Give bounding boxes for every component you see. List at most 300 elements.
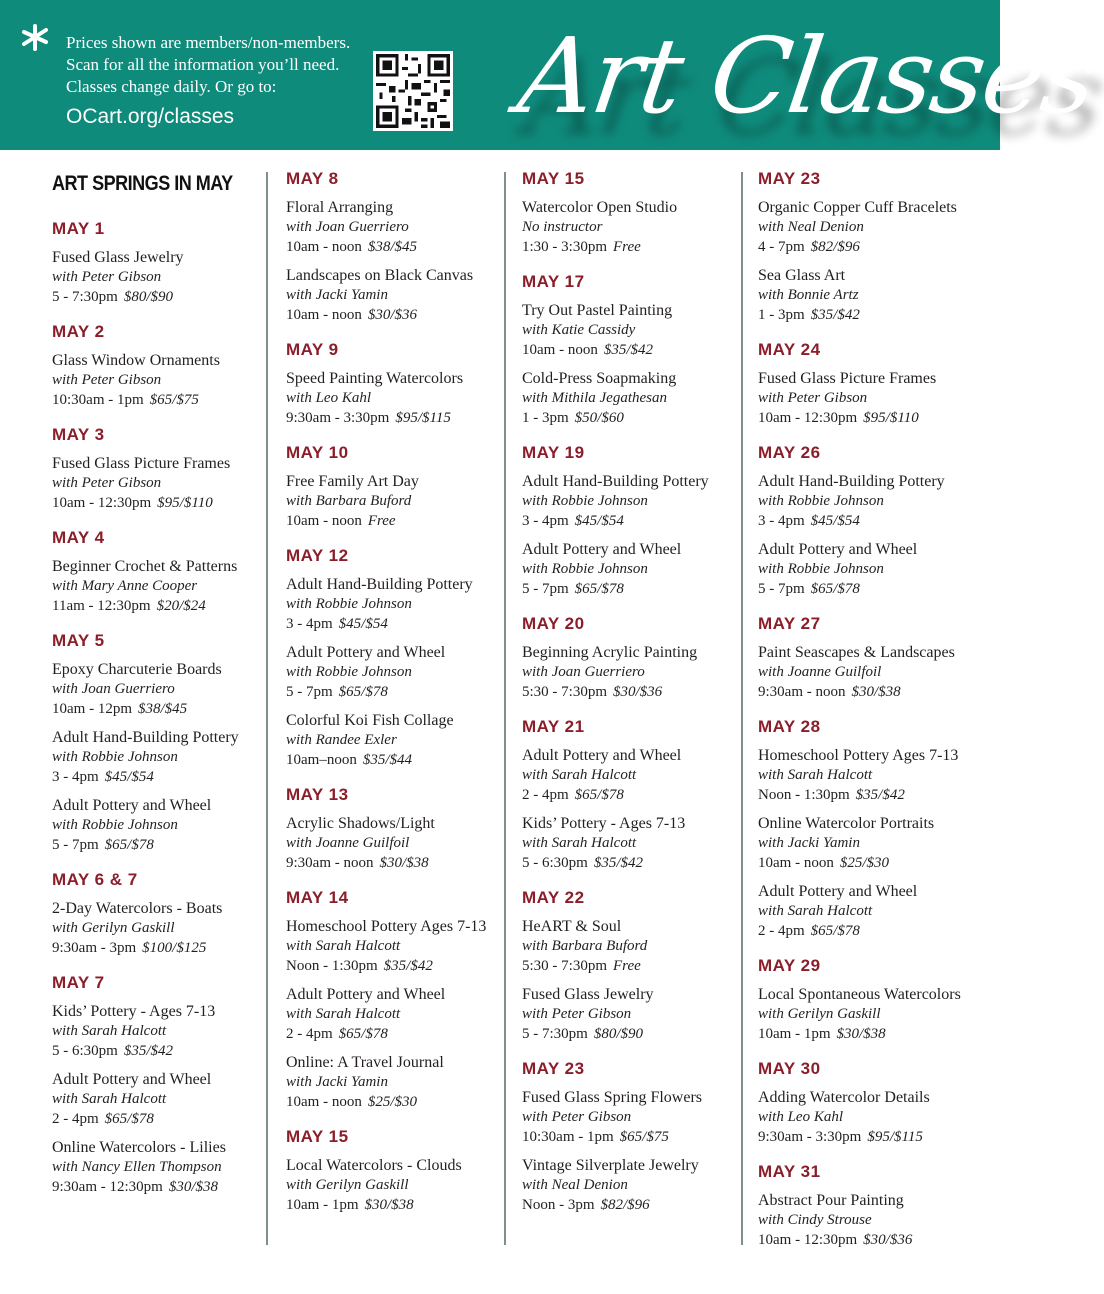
class-name: Glass Window Ornaments (52, 352, 220, 369)
class-listing[interactable] (758, 1088, 994, 1147)
class-time: 4 - 7pm (758, 239, 805, 255)
class-name: Abstract Pour Painting (758, 1192, 904, 1209)
class-time: 9:30am - 3:30pm (286, 410, 390, 426)
class-time: 2 - 4pm (522, 787, 569, 803)
class-instructor: with Bonnie Artz (758, 287, 859, 303)
class-listing[interactable] (286, 1053, 501, 1112)
class-time: 5 - 6:30pm (52, 1043, 118, 1059)
class-time: 10am - noon (286, 307, 362, 323)
class-time: 10am - 1pm (758, 1026, 831, 1042)
class-time: Noon - 3pm (522, 1197, 595, 1213)
class-time-price (52, 835, 262, 855)
class-time: 10am - 12:30pm (52, 495, 152, 511)
class-listing[interactable] (286, 643, 501, 702)
class-price: $65/$78 (338, 684, 388, 700)
class-time: 1 - 3pm (522, 410, 569, 426)
class-time: 2 - 4pm (758, 923, 805, 939)
class-listing[interactable] (286, 198, 501, 257)
class-name: Fused Glass Jewelry (522, 986, 654, 1003)
class-price: $65/$78 (338, 1026, 388, 1042)
class-time-price (286, 1195, 501, 1215)
class-price: $80/$90 (593, 1026, 644, 1042)
class-instructor: with Robbie Johnson (286, 596, 412, 612)
class-time-price (522, 1024, 737, 1044)
class-price: $45/$54 (338, 616, 388, 632)
class-listing[interactable] (522, 540, 737, 599)
class-listing[interactable] (52, 796, 262, 855)
class-time-price (286, 511, 501, 531)
date-heading: MAY 19 (522, 443, 585, 462)
class-instructor: with Sarah Halcott (286, 938, 401, 954)
class-name: Organic Copper Cuff Bracelets (758, 199, 957, 216)
class-time: 10:30am - 1pm (522, 1129, 614, 1145)
class-time-price (286, 682, 501, 702)
class-price: $30/$38 (364, 1197, 414, 1213)
class-name: Acrylic Shadows/Light (286, 815, 435, 832)
class-listing[interactable] (522, 301, 737, 360)
class-instructor: with Robbie Johnson (52, 749, 178, 765)
class-time-price (758, 1024, 994, 1044)
class-listing[interactable] (52, 454, 262, 513)
class-price: $35/$42 (603, 342, 653, 358)
class-instructor: with Robbie Johnson (52, 817, 178, 833)
class-listing[interactable] (522, 369, 737, 428)
class-time-price (286, 614, 501, 634)
column-divider (266, 172, 268, 1245)
class-time-price (758, 1127, 994, 1147)
class-price: $30/$38 (836, 1026, 886, 1042)
class-time: 2 - 4pm (52, 1111, 99, 1127)
class-price: $45/$54 (104, 769, 154, 785)
class-instructor: with Sarah Halcott (522, 767, 637, 783)
class-price: $30/$36 (613, 684, 663, 700)
class-instructor: with Barbara Buford (286, 493, 412, 509)
class-time-price (522, 340, 737, 360)
class-time: 5 - 7pm (286, 684, 333, 700)
date-heading: MAY 8 (286, 169, 339, 188)
class-instructor: with Joanne Guilfoil (286, 835, 410, 851)
class-time: 9:30am - noon (758, 684, 846, 700)
header-banner (0, 0, 1103, 150)
class-listing[interactable] (522, 814, 737, 873)
class-time-price (52, 493, 262, 513)
class-price: $35/$42 (810, 307, 860, 323)
class-price: $30/$36 (863, 1232, 913, 1248)
class-name: Sea Glass Art (758, 267, 846, 284)
class-time: 3 - 4pm (758, 513, 805, 529)
info-line: Prices shown are members/non-members. (66, 33, 351, 52)
class-listing[interactable] (758, 540, 994, 599)
class-name: Adult Pottery and Wheel (522, 747, 682, 764)
class-time: 5 - 7pm (522, 581, 569, 597)
class-instructor: with Jacki Yamin (286, 1074, 388, 1090)
class-name: Homeschool Pottery Ages 7-13 (758, 747, 959, 764)
date-heading: MAY 12 (286, 546, 349, 565)
class-time-price (758, 785, 994, 805)
class-name: Beginner Crochet & Patterns (52, 558, 238, 575)
class-name: Fused Glass Jewelry (52, 249, 184, 266)
class-listing[interactable] (522, 985, 737, 1044)
class-listing[interactable] (286, 985, 501, 1044)
class-time: 5 - 7pm (758, 581, 805, 597)
class-listing[interactable] (522, 472, 737, 531)
class-instructor: with Robbie Johnson (286, 664, 412, 680)
date-heading: MAY 7 (52, 973, 105, 992)
class-name: Paint Seascapes & Landscapes (758, 644, 955, 661)
class-price: $35/$42 (123, 1043, 174, 1059)
class-price: $35/$42 (593, 855, 644, 871)
class-time-price (758, 682, 994, 702)
class-time-price (758, 579, 994, 599)
date-heading: MAY 4 (52, 528, 105, 547)
date-heading: MAY 17 (522, 272, 585, 291)
class-time: 3 - 4pm (522, 513, 569, 529)
class-price: $30/$36 (367, 307, 417, 323)
class-name: Adult Pottery and Wheel (286, 986, 446, 1003)
class-listing[interactable] (758, 1191, 994, 1250)
class-price: $65/$78 (104, 1111, 154, 1127)
class-name: 2-Day Watercolors - Boats (52, 900, 223, 917)
class-instructor: with Cindy Strouse (758, 1212, 872, 1228)
class-name: Vintage Silverplate Jewelry (522, 1157, 699, 1174)
class-price: Free (613, 239, 641, 255)
class-price: $35/$44 (362, 752, 412, 768)
class-listing[interactable] (522, 746, 737, 805)
class-listing[interactable] (758, 746, 994, 805)
class-name: HeART & Soul (522, 918, 622, 935)
date-heading: MAY 26 (758, 443, 821, 462)
class-listing[interactable] (758, 198, 994, 257)
class-time: 10am - 12:30pm (758, 410, 858, 426)
class-name: Fused Glass Picture Frames (758, 370, 937, 387)
class-time: 5:30 - 7:30pm (522, 684, 607, 700)
class-time-price (758, 1230, 994, 1250)
class-time: Noon - 1:30pm (758, 787, 850, 803)
date-heading: MAY 6 & 7 (52, 870, 138, 889)
class-time: 5 - 7pm (52, 837, 99, 853)
class-name: Online Watercolors - Lilies (52, 1139, 226, 1156)
class-listing[interactable] (52, 1070, 262, 1129)
asterisk-star-icon (20, 22, 50, 52)
class-instructor: No instructor (522, 219, 603, 235)
class-price: $35/$42 (383, 958, 433, 974)
class-price: $20/$24 (156, 598, 206, 614)
classes-url-link[interactable]: OCart.org/classes (66, 105, 235, 128)
class-name: Adult Hand-Building Pottery (758, 473, 945, 490)
date-heading: MAY 10 (286, 443, 349, 462)
class-instructor: with Jacki Yamin (758, 835, 860, 851)
class-price: $65/$78 (810, 923, 860, 939)
class-instructor: with Leo Kahl (758, 1109, 844, 1125)
date-heading: MAY 27 (758, 614, 821, 633)
class-price: $95/$110 (157, 495, 213, 511)
class-listing[interactable] (286, 1156, 501, 1215)
class-time: 11am - 12:30pm (52, 598, 151, 614)
class-listing[interactable] (522, 1088, 737, 1147)
class-time: 10am - 12:30pm (758, 1232, 858, 1248)
class-instructor: with Peter Gibson (52, 372, 162, 388)
class-listing[interactable] (52, 899, 262, 958)
class-instructor: with Peter Gibson (522, 1109, 632, 1125)
class-time: 10am - 12pm (52, 701, 132, 717)
class-time-price (758, 921, 994, 941)
class-time-price (52, 596, 262, 616)
class-name: Fused Glass Spring Flowers (522, 1089, 703, 1106)
class-time-price (758, 853, 994, 873)
date-heading: MAY 5 (52, 631, 105, 650)
class-listing[interactable] (522, 198, 737, 257)
schedule-column-1 (52, 168, 262, 1206)
class-name: Kids’ Pottery - Ages 7-13 (522, 815, 686, 832)
class-instructor: with Joanne Guilfoil (758, 664, 882, 680)
class-instructor: with Sarah Halcott (52, 1023, 167, 1039)
schedule-column-2 (286, 168, 501, 1224)
class-time-price (286, 1092, 501, 1112)
class-time-price (52, 1109, 262, 1129)
date-heading: MAY 2 (52, 322, 105, 341)
class-time: 10am - noon (522, 342, 598, 358)
class-time: 10am - 1pm (286, 1197, 359, 1213)
class-time-price (522, 1127, 737, 1147)
class-price: $38/$45 (138, 701, 188, 717)
class-listing[interactable] (52, 660, 262, 719)
class-instructor: with Gerilyn Gaskill (286, 1177, 409, 1193)
class-price: $65/$75 (149, 392, 199, 408)
class-listing[interactable] (758, 882, 994, 941)
column-divider (504, 172, 506, 1245)
class-time-price (286, 853, 501, 873)
date-heading: MAY 20 (522, 614, 585, 633)
class-time: 9:30am - 3pm (52, 940, 137, 956)
class-listing[interactable] (52, 1138, 262, 1197)
class-price: $100/$125 (142, 940, 207, 956)
class-listing[interactable] (52, 248, 262, 307)
class-price: $80/$90 (123, 289, 174, 305)
class-instructor: with Neal Denion (758, 219, 864, 235)
class-time-price (522, 785, 737, 805)
date-heading: MAY 31 (758, 1162, 821, 1181)
date-heading: MAY 30 (758, 1059, 821, 1078)
class-name: Epoxy Charcuterie Boards (52, 661, 222, 678)
pricing-info (66, 32, 350, 128)
date-heading: MAY 21 (522, 717, 585, 736)
class-name: Adult Hand-Building Pottery (286, 576, 473, 593)
class-instructor: with Neal Denion (522, 1177, 628, 1193)
class-listing[interactable] (758, 985, 994, 1044)
class-price: $30/$38 (851, 684, 901, 700)
class-instructor: with Peter Gibson (52, 475, 162, 491)
date-heading: MAY 15 (522, 169, 585, 188)
class-time: Noon - 1:30pm (286, 958, 378, 974)
class-listing[interactable] (286, 575, 501, 634)
class-price: $38/$45 (367, 239, 417, 255)
class-listing[interactable] (286, 917, 501, 976)
date-heading: MAY 22 (522, 888, 585, 907)
info-line: Scan for all the information you’ll need. (66, 55, 340, 74)
class-name: Adult Pottery and Wheel (52, 1071, 212, 1088)
class-listing[interactable] (286, 266, 501, 325)
class-time-price (286, 750, 501, 770)
class-price: $95/$110 (863, 410, 919, 426)
class-time: 9:30am - 12:30pm (52, 1179, 163, 1195)
class-listing[interactable] (286, 814, 501, 873)
class-name: Watercolor Open Studio (522, 199, 678, 216)
class-time-price (758, 511, 994, 531)
date-heading: MAY 3 (52, 425, 105, 444)
class-listing[interactable] (758, 369, 994, 428)
class-instructor: with Joan Guerriero (286, 219, 409, 235)
class-instructor: with Mithila Jegathesan (522, 390, 667, 406)
class-instructor: with Barbara Buford (522, 938, 648, 954)
class-listing[interactable] (286, 711, 501, 770)
class-price: $45/$54 (810, 513, 860, 529)
class-time-price (286, 305, 501, 325)
date-heading: MAY 14 (286, 888, 349, 907)
class-listing[interactable] (52, 557, 262, 616)
class-time-price (522, 237, 737, 257)
class-time-price (52, 1041, 262, 1061)
class-time-price (52, 1177, 262, 1197)
class-time-price (522, 579, 737, 599)
class-time: 5 - 7:30pm (52, 289, 118, 305)
class-time-price (522, 956, 737, 976)
class-time: 2 - 4pm (286, 1026, 333, 1042)
class-listing[interactable] (286, 369, 501, 428)
class-instructor: with Robbie Johnson (522, 561, 648, 577)
class-listing[interactable] (522, 917, 737, 976)
class-time: 5 - 7:30pm (522, 1026, 588, 1042)
class-listing[interactable] (52, 728, 262, 787)
art-classes-title: Art Classes (511, 15, 1103, 137)
class-time: 1 - 3pm (758, 307, 805, 323)
class-name: Cold-Press Soapmaking (522, 370, 677, 387)
class-instructor: with Sarah Halcott (286, 1006, 401, 1022)
class-price: $65/$78 (104, 837, 154, 853)
class-instructor: with Peter Gibson (52, 269, 162, 285)
class-time: 3 - 4pm (286, 616, 333, 632)
class-time-price (522, 408, 737, 428)
class-price: $65/$78 (574, 581, 624, 597)
class-time: 10am - noon (286, 513, 362, 529)
class-time: 5:30 - 7:30pm (522, 958, 607, 974)
class-name: Colorful Koi Fish Collage (286, 712, 454, 729)
class-price: $95/$115 (867, 1129, 923, 1145)
class-time-price (52, 767, 262, 787)
class-price: $65/$75 (619, 1129, 669, 1145)
class-time-price (52, 287, 262, 307)
class-name: Online: A Travel Journal (286, 1054, 444, 1071)
date-heading: MAY 29 (758, 956, 821, 975)
class-name: Adult Hand-Building Pottery (52, 729, 239, 746)
schedule-column-4 (758, 168, 994, 1259)
class-time-price (286, 956, 501, 976)
class-name: Kids’ Pottery - Ages 7-13 (52, 1003, 216, 1020)
class-time-price (522, 511, 737, 531)
class-price: $50/$60 (574, 410, 624, 426)
class-time-price (758, 408, 994, 428)
class-name: Adult Pottery and Wheel (758, 541, 918, 558)
class-instructor: with Peter Gibson (758, 390, 868, 406)
class-listing[interactable] (52, 351, 262, 410)
class-name: Adult Pottery and Wheel (52, 797, 212, 814)
schedule-column-3 (522, 168, 737, 1224)
class-time-price (286, 408, 501, 428)
class-name: Adding Watercolor Details (758, 1089, 930, 1106)
class-instructor: with Jacki Yamin (286, 287, 388, 303)
class-listing[interactable] (758, 472, 994, 531)
class-listing[interactable] (758, 643, 994, 702)
class-name: Adult Pottery and Wheel (758, 883, 918, 900)
class-name: Beginning Acrylic Painting (522, 644, 698, 661)
class-listing[interactable] (758, 266, 994, 325)
info-line: Classes change daily. Or go to: (66, 77, 277, 96)
class-name: Adult Hand-Building Pottery (522, 473, 709, 490)
class-instructor: with Leo Kahl (286, 390, 372, 406)
class-listing[interactable] (286, 472, 501, 531)
class-time-price (758, 237, 994, 257)
class-instructor: with Peter Gibson (522, 1006, 632, 1022)
class-time-price (522, 682, 737, 702)
class-listing[interactable] (522, 643, 737, 702)
date-heading: MAY 28 (758, 717, 821, 736)
class-price: $45/$54 (574, 513, 624, 529)
date-heading: MAY 23 (522, 1059, 585, 1078)
class-time-price (52, 390, 262, 410)
class-listing[interactable] (52, 1002, 262, 1061)
class-price: $65/$78 (810, 581, 860, 597)
class-price: $25/$30 (839, 855, 889, 871)
class-name: Free Family Art Day (286, 473, 419, 490)
class-price: $30/$38 (379, 855, 429, 871)
class-price: Free (367, 513, 396, 529)
class-name: Try Out Pastel Painting (522, 302, 673, 319)
qr-code-icon[interactable] (373, 51, 453, 131)
class-price: Free (613, 958, 641, 974)
class-price: $30/$38 (168, 1179, 218, 1195)
class-listing[interactable] (758, 814, 994, 873)
class-time: 3 - 4pm (52, 769, 99, 785)
class-instructor: with Mary Anne Cooper (52, 578, 198, 594)
class-price: $82/$96 (600, 1197, 650, 1213)
date-heading: MAY 13 (286, 785, 349, 804)
class-instructor: with Sarah Halcott (52, 1091, 167, 1107)
class-time: 10:30am - 1pm (52, 392, 144, 408)
class-price: $82/$96 (810, 239, 860, 255)
class-name: Fused Glass Picture Frames (52, 455, 231, 472)
class-instructor: with Robbie Johnson (758, 561, 884, 577)
class-time: 1:30 - 3:30pm (522, 239, 607, 255)
class-time: 10am - noon (286, 1094, 362, 1110)
date-heading: MAY 23 (758, 169, 821, 188)
date-heading: MAY 9 (286, 340, 339, 359)
date-heading: MAY 24 (758, 340, 821, 359)
class-price: $35/$42 (855, 787, 905, 803)
class-price: $65/$78 (574, 787, 624, 803)
class-instructor: with Sarah Halcott (522, 835, 637, 851)
class-instructor: with Gerilyn Gaskill (758, 1006, 881, 1022)
date-heading: MAY 15 (286, 1127, 349, 1146)
class-instructor: with Katie Cassidy (522, 322, 636, 338)
column-divider (741, 172, 743, 1245)
class-time-price (522, 1195, 737, 1215)
class-listing[interactable] (522, 1156, 737, 1215)
class-name: Online Watercolor Portraits (758, 815, 935, 832)
class-time: 5 - 6:30pm (522, 855, 588, 871)
class-name: Local Watercolors - Clouds (286, 1157, 462, 1174)
class-name: Floral Arranging (286, 199, 394, 216)
class-instructor: with Sarah Halcott (758, 903, 873, 919)
date-heading: MAY 1 (52, 219, 105, 238)
